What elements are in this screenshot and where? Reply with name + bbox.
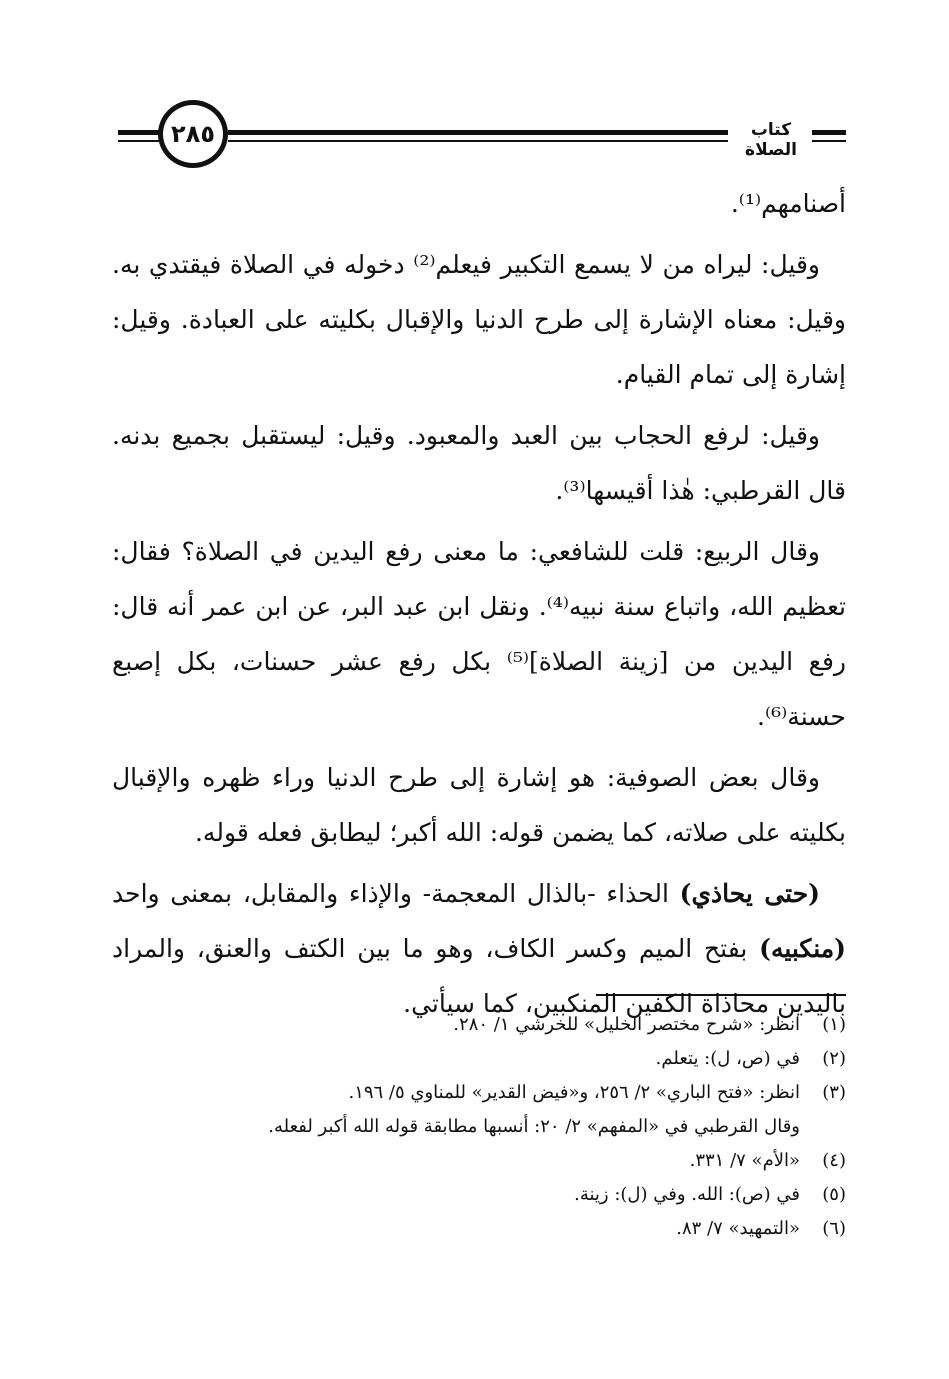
main-text <box>112 176 846 1037</box>
footnote <box>112 1042 846 1076</box>
header-rule <box>812 130 846 135</box>
matn-term: (حتى يحاذي) <box>679 879 820 908</box>
footnote-line: «الأم» ٧/ ٣٣١. <box>689 1150 800 1171</box>
commentary-text: الحذاء -بالذال المعجمة- والإذاء والمقابل، بمعنى واحد <box>112 879 680 908</box>
running-title: كتاب الصلاة <box>730 120 812 160</box>
footnote <box>112 1008 846 1042</box>
footnote-line: انظر: «فتح الباري» ٢/ ٢٥٦، و«فيض القدير» للمناوي ٥/ ١٩٦. <box>348 1082 800 1103</box>
footnote-number: (٥) <box>822 1184 846 1205</box>
footnote-separator <box>596 994 846 996</box>
footnote-number: (١) <box>822 1014 846 1035</box>
footnote-line: «التمهيد» ٧/ ٨٣. <box>676 1218 800 1239</box>
footnote-line: في (ص): الله. وفي (ل): زينة. <box>574 1184 800 1205</box>
footnote-number: (٣) <box>822 1082 846 1103</box>
header-rule <box>118 130 160 135</box>
footnote <box>112 1178 846 1212</box>
footnote-line: وقال القرطبي في «المفهم» ٢/ ٢٠: أنسبها مطابقة قوله الله أكبر لفعله. <box>268 1116 800 1137</box>
footnote-line: انظر: «شرح مختصر الخليل» للخرشي ١/ ٢٨٠. <box>453 1014 800 1035</box>
page-header <box>118 100 846 176</box>
footnote-line: في (ص، ل): يتعلم. <box>655 1048 800 1069</box>
footnote-number: (٢) <box>822 1048 846 1069</box>
page-number: ٢٨٥ <box>158 100 228 168</box>
footnote-text <box>112 1008 800 1042</box>
footnote-number: (٦) <box>822 1218 846 1239</box>
footnote-text <box>112 1144 800 1178</box>
footnote-text <box>112 1042 800 1076</box>
footnote <box>112 1212 846 1246</box>
header-rule <box>812 140 846 142</box>
paragraph: وقيل: ليراه من لا يسمع التكبير فيعلم⁽²⁾ دخوله في الصلاة فيقتدي به. وقيل: معناه الإشارة إلى طرح الدنيا والإقبال بكليته على العبادة. وقيل: إشارة إلى تمام القيام. <box>112 250 846 389</box>
header-rule <box>118 140 160 142</box>
footnote-text <box>112 1178 800 1212</box>
footnote-text <box>112 1212 800 1246</box>
header-rule <box>228 130 728 135</box>
paragraph: وقال بعض الصوفية: هو إشارة إلى طرح الدنيا وراء ظهره والإقبال بكليته على صلاته، كما يضمن قوله: الله أكبر؛ ليطابق فعله قوله. <box>112 763 846 847</box>
commentary-text: بفتح الميم وكسر الكاف، وهو ما بين الكتف والعنق، والمراد باليدين محاذاة الكفين المنكبين، كما سيأتي. <box>112 934 846 1018</box>
paragraph: وقال الربيع: قلت للشافعي: ما معنى رفع اليدين في الصلاة؟ فقال: تعظيم الله، واتباع سنة نبيه⁽⁴⁾. ونقل ابن عبد البر، عن ابن عمر أنه قال: رفع اليدين من [زينة الصلاة]⁽⁵⁾ بكل رفع عشر حسنات، بكل إصبع حسنة⁽⁶⁾. <box>112 537 847 731</box>
paragraph: وقيل: لرفع الحجاب بين العبد والمعبود. وقيل: ليستقبل بجميع بدنه. قال القرطبي: هٰذا أقيسها⁽³⁾. <box>112 421 846 505</box>
footnote-number: (٤) <box>822 1150 846 1171</box>
footnote-text <box>112 1076 800 1144</box>
footnotes <box>112 1008 846 1246</box>
paragraph: أصنامهم⁽¹⁾. <box>730 189 846 218</box>
matn-term: (منكبيه) <box>759 934 846 963</box>
footnote <box>112 1144 846 1178</box>
footnote <box>112 1076 846 1144</box>
header-rule <box>228 140 728 142</box>
paragraph <box>112 866 846 1031</box>
